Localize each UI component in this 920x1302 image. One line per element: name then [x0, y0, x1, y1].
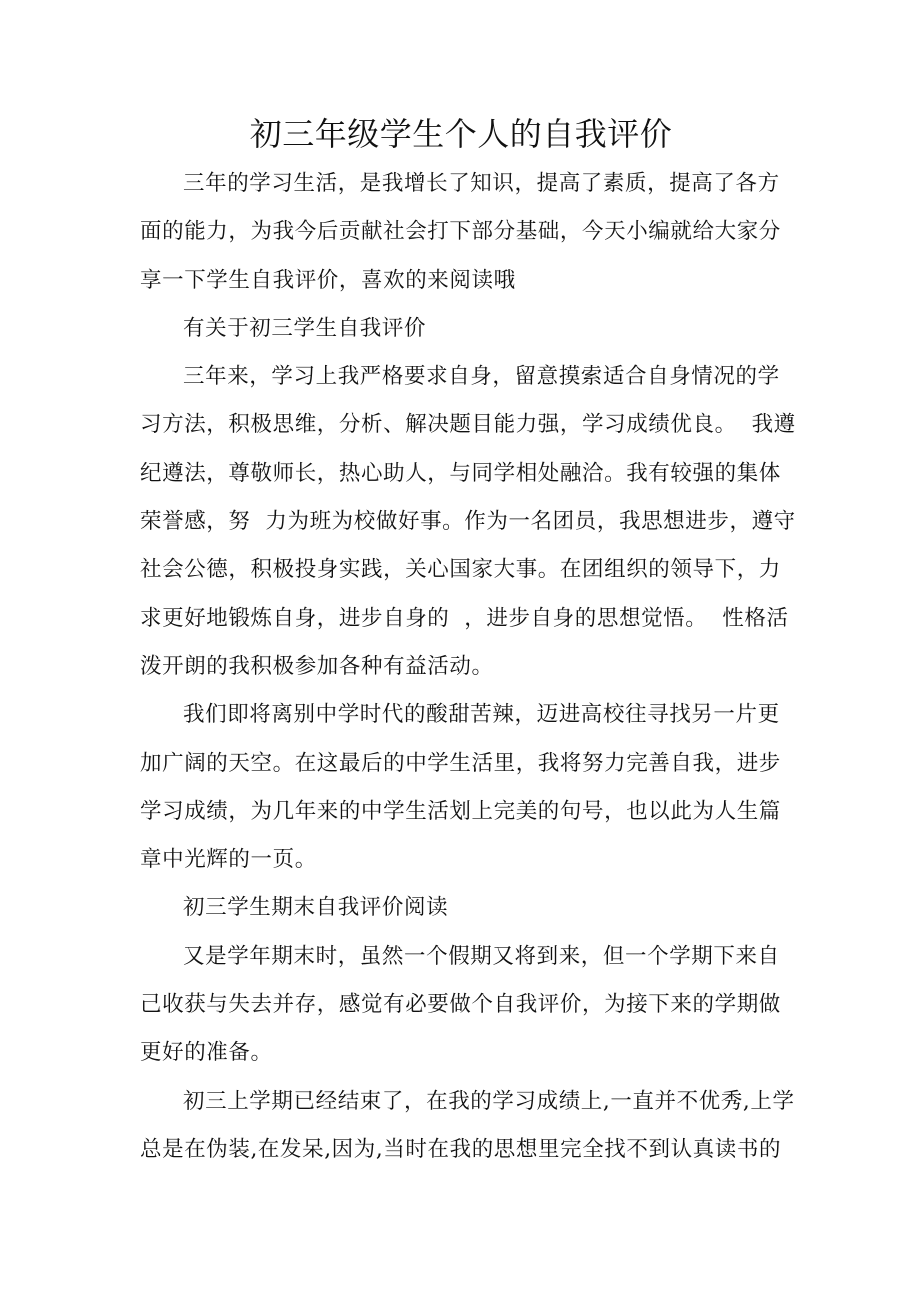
text-line: 总是在伪装,在发呆,因为,当时在我的思想里完全找不到认真读书的: [140, 1136, 782, 1162]
text-line: 纪遵法，尊敬师长，热心助人，与同学相处融洽。我有较强的集体: [140, 460, 781, 486]
text-line: 学习成绩，为几年来的中学生活划上完美的句号，也以此为人生篇: [140, 798, 781, 824]
text-line: 初三上学期已经结束了，在我的学习成绩上,一直并不优秀,上学: [183, 1088, 795, 1114]
text-line: 习方法，积极思维，分析、解决题目能力强，学习成绩优良。 我遵: [140, 412, 796, 438]
text-line: 又是学年期末时，虽然一个假期又将到来，但一个学期下来自: [183, 943, 780, 969]
text-line: 三年来，学习上我严格要求自身，留意摸索适合自身情况的学: [183, 364, 780, 390]
text-line: 己收获与失去并存，感觉有必要做个自我评价，为接下来的学期做: [140, 992, 781, 1018]
text-line: 更好的准备。: [140, 1040, 273, 1066]
text-line: 章中光辉的一页。: [140, 847, 317, 873]
text-line: 求更好地锻炼自身，进步自身的 ，进步自身的思想觉悟。 性格活: [140, 605, 789, 631]
text-line: 享一下学生自我评价，喜欢的来阅读哦: [140, 267, 516, 293]
section-heading: 有关于初三学生自我评价: [183, 315, 427, 341]
text-line: 我们即将离别中学时代的酸甜苦辣，迈进高校往寻找另一片更: [183, 702, 780, 728]
document-body: [140, 160, 796, 1174]
text-line: 面的能力，为我今后贡献社会打下部分基础，今天小编就给大家分: [140, 219, 781, 245]
text-line: 加广阔的天空。在这最后的中学生活里，我将努力完善自我，进步: [140, 750, 781, 776]
document-title: 初三年级学生个人的自我评价: [249, 115, 673, 153]
text-line: 社会公德，积极投身实践，关心国家大事。在团组织的领导下，力: [140, 557, 781, 583]
text-line: 泼开朗的我积极参加各种有益活动。: [140, 653, 494, 679]
text-line: 三年的学习生活，是我增长了知识，提高了素质，提高了各方: [183, 171, 780, 196]
section-heading: 初三学生期末自我评价阅读: [183, 895, 449, 921]
text-line: 荣誉感，努 力为班为校做好事。作为一名团员，我思想进步，遵守: [140, 509, 796, 535]
